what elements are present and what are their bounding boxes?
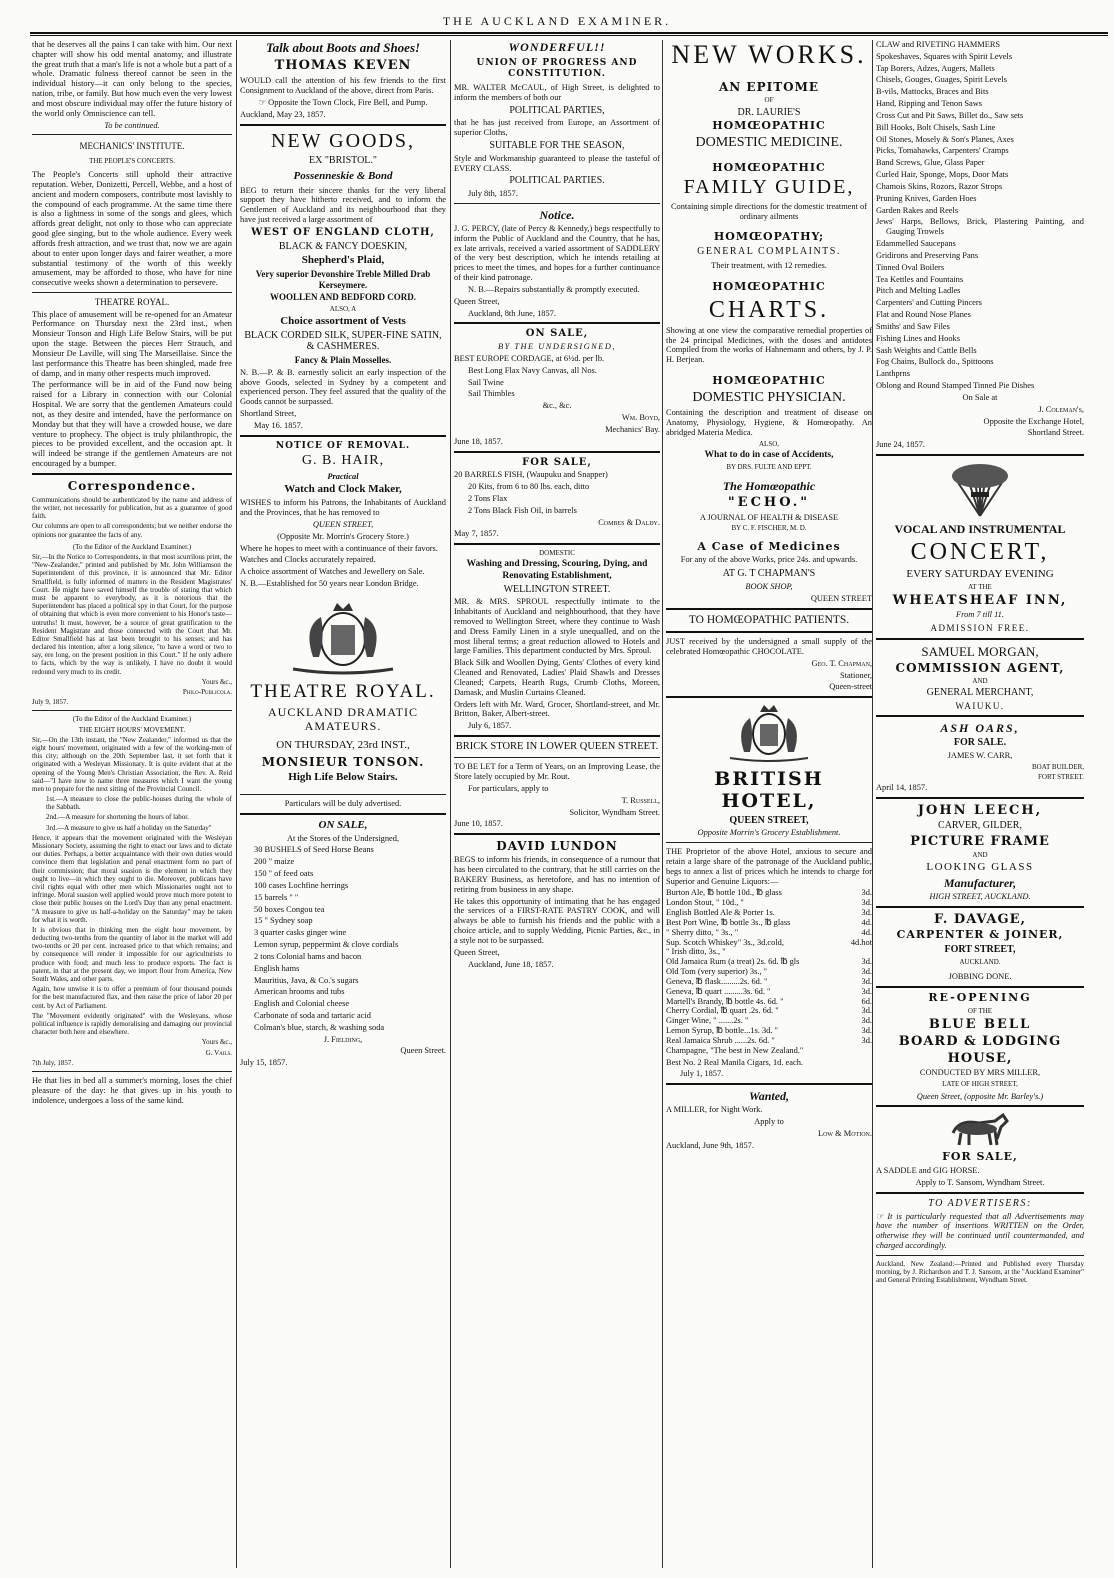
sale-item: 15 barrels " ": [254, 892, 299, 902]
article-text: He that lies in bed all a summer's morning, loses the chief pleasure of the day: he that gives up in his youth to indolence, undergoes a loss of the same kind.: [32, 1075, 232, 1105]
letter-item: 1st.—A measure to close the public-houses during the whole of the Sabbath.: [46, 795, 232, 812]
printer-imprint: Auckland, New Zealand:—Printed and Published every Thursday morning, by J. Richardson and T. J. Sansom, at the "Auckland Examiner" and General Printing Establishment, Wyndham Street.: [876, 1259, 1084, 1285]
hardware-item: Fishing Lines and Hooks: [876, 333, 960, 343]
ad-heading: F. DAVAGE,: [933, 912, 1027, 928]
ad-line: 2 Tons Black Fish Oil, in barrels: [468, 505, 577, 515]
ad-text: Orders left with Mr. Ward, Grocer, Shortland-street, and Mr. Britton, Baker, Albert-street.: [454, 699, 660, 719]
hardware-item: Tinned Oval Boilers: [876, 262, 945, 272]
horse-icon: [945, 1111, 1015, 1147]
ad-line: Best Long Flax Navy Canvas, all Nos.: [468, 365, 597, 375]
column-divider: [450, 40, 451, 1568]
ad-heading: TO HOMŒOPATHIC PATIENTS.: [688, 613, 850, 626]
ad-text: 20 BARRELS FISH, (Waupuku and Snapper): [454, 470, 608, 480]
ad-heading: Notice.: [539, 207, 575, 222]
ad-line: HOMŒOPATHIC: [712, 160, 826, 174]
ad-line: Practical: [327, 471, 359, 481]
ad-line: AND: [972, 851, 988, 860]
ad-line: COMMISSION AGENT,: [895, 660, 1065, 675]
ad-heading: BRITISH HOTEL,: [714, 768, 824, 813]
price-row: Cherry Cordial, ℔ quart .2s. 6d. " 3d.: [666, 1006, 872, 1016]
ad-line: AND: [972, 676, 988, 685]
sale-item: Mauritius, Java, & Co.'s sugars: [254, 975, 359, 985]
column-divider: [872, 40, 873, 1568]
price-row: Geneva, ℔ flask.........2s. 6d. " 3d.: [666, 976, 872, 986]
ad-line: CARPENTER & JOINER,: [896, 928, 1064, 942]
ad-line: &c., &c.: [542, 401, 572, 411]
ad-line: OF: [764, 96, 774, 105]
column-divider: [236, 40, 237, 1568]
hardware-item: Picks, Tomahawks, Carpenters' Cramps: [876, 146, 1009, 156]
ad-text: Watches and Clocks accurately repaired.: [240, 555, 376, 565]
ad-heading: ON SALE,: [525, 328, 589, 340]
ad-date: Auckland, June 18, 1857.: [468, 959, 554, 969]
ad-line: Manufacturer,: [943, 876, 1017, 891]
ad-line: Queen Street, (opposite Mr. Barley's.): [916, 1091, 1044, 1101]
ad-name: J. Fielding,: [323, 1034, 363, 1044]
ad-text: For particulars, apply to: [468, 784, 549, 793]
ad-sub: EX "BRISTOL.": [309, 155, 377, 167]
ad-line: WELLINGTON STREET.: [503, 583, 611, 595]
royal-coat-of-arms-icon: [273, 597, 413, 677]
price-row: Lemon Syrup, ℔ bottle...1s. 3d. " 3d.: [666, 1026, 872, 1036]
ad-text: Apply to T. Sansom, Wyndham Street.: [915, 1178, 1045, 1188]
ad-line: ALSO,: [758, 439, 780, 448]
ad-line: Choice assortment of Vests: [280, 314, 406, 327]
ad-heading: ASH OARS,: [940, 721, 1020, 736]
ad-line: The Homœopathic: [722, 479, 816, 494]
column-2: [240, 40, 446, 1568]
sale-item: Colman's blue, starch, & washing soda: [254, 1022, 385, 1032]
ad-sub: AUCKLAND DRAMATIC AMATEURS.: [267, 705, 418, 734]
ad-title: Solicitor, Wyndham Street.: [569, 807, 660, 817]
ad-line: POLITICAL PARTIES,: [509, 104, 605, 116]
sale-item: 150 " of feed oats: [254, 869, 314, 879]
hardware-item: Oil Stones, Mosely & Son's Planes, Axes: [876, 134, 1014, 144]
ad-line: QUEEN STREET,: [312, 519, 374, 529]
hardware-item: Jews' Harps, Bellows, Brick, Plastering Painting, and Gauging Trowels: [876, 217, 1084, 237]
hardware-item: Pruning Knives, Garden Hoes: [876, 193, 977, 203]
ad-line: "ECHO.": [727, 495, 811, 511]
ad-line: EVERY SATURDAY EVENING: [906, 568, 1054, 581]
price-row: Ginger Wine, " .......2s. " 3d.: [666, 1016, 872, 1026]
ad-date: July 15, 1857.: [240, 1058, 288, 1068]
ad-line: CONDUCTED BY MRS MILLER,: [919, 1068, 1041, 1078]
letter-item: 2nd.—A measure for shortening the hours of labor.: [46, 813, 189, 822]
ad-text: that he has just received from Europe, an Assortment of superior Cloths,: [454, 118, 660, 138]
column-1: [32, 40, 232, 1568]
ad-name: THOMAS KEVEN: [274, 58, 412, 74]
ad-location: Queen Street.: [400, 1046, 446, 1056]
ad-text: Apply to: [754, 1117, 784, 1127]
ad-line: BY DRS. FULTE AND EPPT.: [726, 463, 812, 472]
ad-line: Sail Thimbles: [468, 389, 515, 399]
ad-line: GENERAL COMPLAINTS.: [697, 246, 841, 258]
ad-line: A JOURNAL OF HEALTH & DISEASE: [699, 512, 839, 522]
hardware-item: Garden Rakes and Reels: [876, 205, 959, 215]
hardware-item: Cross Cut and Pit Saws, Billet do., Saw sets: [876, 110, 1024, 120]
ad-sub: DOMESTIC: [539, 549, 575, 558]
ad-line: DOMESTIC MEDICINE.: [695, 135, 843, 151]
column-divider: [662, 40, 663, 1568]
sale-item: 50 boxes Congou tea: [254, 904, 325, 914]
price-row: Best Port Wine, ℔ bottle 3s., ℔ glass 4d.: [666, 917, 872, 927]
ad-line: BY C. F. FISCHER, M. D.: [731, 524, 807, 533]
ad-text: MR. WALTER McCAUL, of High Street, is delighted to inform the members of both our: [454, 83, 660, 102]
hardware-item: Band Screws, Glue, Glass Paper: [876, 158, 985, 168]
sale-item: English hams: [254, 963, 300, 973]
hardware-item: Oblong and Round Stamped Tinned Pie Dishes: [876, 381, 1035, 391]
ad-date: April 14, 1857.: [876, 783, 928, 793]
ad-line: 20 Kits, from 6 to 80 lbs. each, ditto: [468, 482, 590, 492]
ad-line: BLACK CORDED SILK, SUPER-FINE SATIN, & CASHMERES.: [244, 329, 442, 353]
ad-line: POLITICAL PARTIES.: [509, 175, 605, 187]
ad-line: AT G. T CHAPMAN'S: [722, 568, 816, 580]
section-heading: MECHANICS' INSTITUTE.: [79, 141, 185, 152]
ad-line: Watch and Clock Maker,: [284, 483, 402, 496]
price-row: English Bottled Ale & Porter 1s. 3d.: [666, 908, 872, 918]
price-row: " Sherry ditto, " 3s., " 4d.: [666, 927, 872, 937]
ad-name: Combes & Daldy.: [598, 517, 660, 527]
ad-heading: NEW GOODS,: [270, 129, 416, 152]
article-text: This place of amusement will be re-opened for an Amateur Performance on Thursday next the 23rd inst., when Monsieur Tonson and High Life Below Stairs, will be put upon the stage. Between the pieces Herr Strauch, and Monsieur De Laville, will sing The Marseillaise. Since the last performance this Theatre has been shingled, made free of damp, and in many other respects much improved.: [32, 309, 232, 378]
ad-line: Shepherd's Plaid,: [301, 254, 385, 267]
ad-line: ALSO, A: [329, 304, 357, 313]
ad-line: Fancy & Plain Mosselles.: [294, 355, 392, 366]
royal-coat-of-arms-icon: [714, 702, 824, 764]
ad-text: A choice assortment of Watches and Jewellery on Sale.: [240, 567, 425, 577]
ad-text: THE Proprietor of the above Hotel, anxious to secure and retain a large share of the patronage of the Auckland public, begs to annex a list of prices which he intends to charge for Superior and Genuine Liquors:—: [666, 847, 872, 886]
ad-title: Stationer,: [840, 670, 872, 680]
ad-line: CHARTS.: [708, 296, 830, 323]
ad-text: WOULD call the attention of his few friends to the first Consignment to Auckland of the above, direct from Paris.: [240, 76, 446, 96]
ad-title: FORT STREET.: [1038, 773, 1084, 782]
ad-text: For any of the above Works, price 24s. and upwards.: [680, 555, 858, 565]
ad-line: HOMŒOPATHIC: [712, 279, 826, 293]
hardware-item: Edammelled Saucepans: [876, 239, 956, 249]
ad-line: WOOLLEN AND BEDFORD CORD.: [269, 292, 416, 303]
ad-date: Auckland, June 9th, 1857.: [666, 1140, 754, 1150]
hardware-item: B-vils, Mattocks, Braces and Bits: [876, 87, 989, 97]
ad-name: JAMES W. CARR,: [947, 751, 1013, 761]
ad-line: JOBBING DONE.: [948, 972, 1012, 981]
ad-line: Best No. 2 Real Manila Cigars, 1d. each.: [666, 1057, 803, 1067]
ad-line: WHEATSHEAF INN,: [892, 593, 1068, 609]
ad-heading: VOCAL AND INSTRUMENTAL: [894, 521, 1066, 536]
ad-line: WEST OF ENGLAND CLOTH,: [251, 226, 435, 238]
ad-name: T. Russell,: [621, 795, 660, 805]
letter-item: 3rd.—A measure to give us half a holiday on the Saturday": [46, 823, 212, 832]
price-row: London Stout, " 10d., " 3d.: [666, 898, 872, 908]
hardware-item: Smiths' and Saw Files: [876, 321, 950, 331]
ad-text: Containing the description and treatment of disease on Anatomy, Physiology, Hygiene, & Homœopathy. An abridged Materia Medica.: [666, 408, 872, 437]
letter-text: Again, how unwise it is to offer a premium of four thousand pounds for the best manufactured flax, and then raise the price of labor 20 per cent. by Act of Parliament.: [32, 985, 232, 1010]
letter-date: 7th July, 1857.: [32, 1058, 74, 1067]
price-row: Sup. Scotch Whiskey" 3s., 3d.cold, 4d.hot: [666, 937, 872, 947]
ad-text: N. B.—P. & B. earnestly solicit an early inspection of the above Goods, selected in Sydney by a competent and experienced person. They feel assured that the quality of the Goods cannot be surpassed.: [240, 367, 446, 407]
ad-firm: Possenneskie & Bond: [293, 169, 393, 182]
ad-line: PICTURE FRAME: [910, 833, 1050, 849]
ad-line: Opposite Morrin's Grocery Establishment.: [697, 828, 841, 838]
hardware-item: Fog Chains, Bullock do., Spittoons: [876, 357, 994, 367]
ad-line: Sail Twine: [468, 377, 504, 387]
hardware-item: Lanthprns: [876, 369, 910, 379]
ad-line: ADMISSION FREE.: [930, 623, 1030, 634]
notice-text: Communications should be authenticated by the name and address of the writer, not necessarily for publication, but as a guarantee of good faith.: [32, 495, 232, 521]
ad-heading: Wanted,: [748, 1089, 790, 1104]
ad-heading: DAVID LUNDON: [496, 839, 618, 854]
ad-line: LATE OF HIGH STREET,: [942, 1080, 1018, 1089]
letter-text: It is obvious that in thinking men the eight hour movement, by deducting two-tenths from the quantity of labor in the market will add two-tenths or 20 per cent. increased price to that which remains; and by consequence will render it impossible for our agriculturists to produce with food; and much less to produce exports. The fact is patent, in that at the present day, we import flour from America, New South Wales, and other parts.: [32, 925, 232, 984]
ad-text: ☞ It is particularly requested that all Advertisements may have the number of insertions WRITTEN on the Order, otherwise they will be continued until countermanded, and charged accordingly.: [876, 1211, 1084, 1251]
sale-item: Carbonate of soda and tartaric acid: [254, 1011, 371, 1020]
price-row: Real Jamaica Shrub ......2s. 6d. " 3d.: [666, 1035, 872, 1045]
ad-line: FOR SALE.: [953, 737, 1007, 749]
hardware-item: Sash Weights and Cattle Bells: [876, 345, 977, 355]
ad-heading: SAMUEL MORGAN,: [921, 643, 1039, 659]
ad-date: May 7, 1857.: [454, 529, 499, 539]
hardware-item: CLAW and RIVETING HAMMERS: [876, 40, 1001, 49]
ad-line: LOOKING GLASS: [926, 861, 1034, 874]
ad-heading: RE-OPENING: [928, 990, 1032, 1004]
ad-text: Style and Workmanship guaranteed to please the tasteful of EVERY CLASS.: [454, 153, 660, 173]
ad-location: Shortland Street,: [240, 409, 297, 418]
hardware-item: Hand, Ripping and Tenon Saws: [876, 99, 983, 109]
ad-sub: BY THE UNDERSIGNED,: [497, 342, 617, 352]
sale-item: 2 tons Colonial hams and bacon: [254, 951, 362, 961]
ad-date: Auckland, May 23, 1857.: [240, 109, 326, 119]
ad-heading: THEATRE ROYAL.: [250, 680, 436, 702]
ad-line: QUEEN STREET: [810, 593, 872, 603]
letter-heading: THE EIGHT HOURS' MOVEMENT.: [78, 725, 186, 734]
price-row: Burton Ale, ℔ bottle 10d., ℔ glass 3d.: [666, 888, 872, 898]
section-heading: THEATRE ROYAL.: [94, 297, 170, 308]
ad-line: A Case of Medicines: [697, 539, 841, 553]
ad-date: June 24, 1857.: [876, 440, 925, 450]
column-4: [666, 40, 872, 1568]
ad-line: Very superior Devonshire Treble Milled Drab Kerseymere.: [255, 269, 431, 290]
ad-heading: CONCERT,: [910, 539, 1050, 566]
hardware-item: Chisels, Gouges, Guages, Spirit Levels: [876, 75, 1007, 85]
ad-text: Particulars will be duly advertised.: [284, 798, 402, 808]
letter-signoff: Yours &c.,: [201, 1038, 232, 1047]
ad-text: BEST EUROPE CORDAGE, at 6½d. per lb.: [454, 353, 605, 363]
sale-item: American brooms and tubs: [254, 987, 345, 997]
ad-text: J. G. PERCY, (late of Percy & Kennedy,) begs respectfully to inform the Public of Auckland and the Country, that he has, ex late arrivals, received a varied assortment of SADDLERY of the very best description, which he intends retailing at prices to meet the times, and hopes for a further continuance of their kind patronage.: [454, 223, 660, 283]
ad-heading: TO ADVERTISERS:: [928, 1197, 1032, 1209]
ad-line: BOOK SHOP,: [745, 581, 793, 591]
ad-line: MONSIEUR TONSON.: [261, 755, 425, 769]
ad-name: Geo. T. Chapman,: [811, 658, 872, 668]
ad-date: July 6, 1857.: [468, 721, 512, 731]
masthead: THE AUCKLAND EXAMINER.: [442, 14, 672, 28]
letter-signature: Philo-Publicola.: [182, 688, 232, 697]
ad-heading: FOR SALE,: [522, 456, 592, 468]
ad-line: What to do in case of Accidents,: [704, 449, 834, 460]
ad-text: MR. & MRS. SPROUL respectfully intimate to the Inhabitants of Auckland and neighbourhood, that they have removed to Wellington Street, where they continue to Wash and Dress Family Linen in a style unequalled, and on the most liberal terms; a great reduction allowed to Hotels and large Families. This department conducted by Mrs. Sproul.: [454, 597, 660, 656]
sale-item: English and Colonial cheese: [254, 999, 350, 1009]
ad-date: May 16. 1857.: [254, 420, 303, 430]
price-row: " Irish ditto, 3s., ": [666, 947, 726, 957]
sale-item: 30 BUSHELS of Seed Horse Beans: [254, 845, 374, 855]
sub-heading: THE PEOPLE'S CONCERTS.: [89, 156, 175, 165]
ad-sub: At the Stores of the Undersigned,: [286, 833, 400, 843]
ad-line: (Opposite Mr. Morrin's Grocery Store.): [277, 531, 409, 541]
ad-line: OF THE: [967, 1006, 993, 1015]
ad-heading: Washing and Dressing, Scouring, Dying, and Renovating Establishment,: [466, 559, 648, 581]
notice-text: Our columns are open to all correspondents; but we neither endorse the opinions nor guarantee the facts of any.: [32, 522, 232, 539]
ad-text: On Sale at: [962, 392, 998, 402]
ad-heading: FOR SALE,: [942, 1150, 1018, 1164]
hardware-item: Tea Kettles and Fountains: [876, 274, 964, 284]
ad-line: HOMŒOPATHIC: [712, 119, 826, 133]
section-heading: Correspondence.: [67, 478, 197, 493]
to-be-continued: To be continued.: [104, 120, 160, 130]
ad-text: He takes this opportunity of intimating that he has engaged the services of a FIRST-RATE PASTRY COOK, and will always be able to furnish his friends and the public with a choice article, and to supply Wedding, Picnic Parties, &c., in a style not to be surpassed.: [454, 896, 660, 945]
article-text: that he deserves all the pains I can take with him. Our next chapter will show his odd mental anatomy, and illustrate the great truth that a man's life is not a whole but a part of a whole. Dramatic fulness thereof cannot be seen in the individual history—it can only belong to the species, nation, tribe, or family. But how much even the very lowest and most obscure individual may offer the future history of the world only Omniscience can tell.: [32, 40, 232, 118]
hardware-item: Curled Hair, Sponge, Mops, Door Mats: [876, 170, 1009, 180]
ad-text: JUST received by the undersigned a small supply of the celebrated Homœopathic CHOCOLATE.: [666, 637, 872, 656]
letter-text: Sir,—In the Notice to Correspondents, in that most scurrilous print, the "New-Zealander," printed and published by Mr. John Williamson the Superintendent of this province, it is announced that Mr. Editor Smallfield, is fully informed of matters in the Resident Magistrates' Court. He might have saved himself the trouble of stating that which must be apparent to everybody, as it is notorious that the Superintendent has placed a political spy in that Court, for the purpose of obtaining that which is even more convenient to his Honor's taste—untruths! It must, however, be a source of great gratification to the Resident Magistrate and those connected with the Court that Mr. Editor Smallfield has at last been brought to his senses; and has declared his intention, after a long silence, "to have a word or two to say, ere long, on the present position in this Court." If he only adhere to facts, which by the way is unlikely, I have no doubt it would redound very much to its credit.: [32, 553, 232, 676]
ad-line: From 7 till 11.: [956, 610, 1004, 620]
hardware-item: Carpenters' and Cutting Pincers: [876, 298, 982, 308]
ad-text: Containing simple directions for the domestic treatment of ordinary ailments: [670, 201, 868, 221]
letter-text: Sir,—On the 13th instant, the "New Zealander," informed us that the eight hours' movement, originated with a few of the working-men of this city; although on the 20th September last, it set forth that it originated with a Wesleyan Missionary. It is quite evident that at the opening of the Young Men's Christian Association, the Rev. A. Reid said—"I have now to name three measures which I want the young men to prepare for the next sitting of the Provincial Council.: [32, 735, 232, 793]
ad-date: Auckland, 8th June, 1857.: [468, 308, 556, 318]
ad-line: HOMŒOPATHIC: [712, 374, 826, 388]
pointing-hand-icon: ☞: [258, 98, 269, 108]
ad-line: GENERAL MERCHANT,: [926, 687, 1034, 699]
pointing-hand-icon: ☞: [876, 1211, 888, 1221]
masthead-rule-thin: [30, 35, 1108, 36]
ad-line: AUCKLAND.: [959, 957, 1001, 966]
ad-date: June 10, 1857.: [454, 819, 503, 829]
ad-heading: BRICK STORE IN LOWER QUEEN STREET.: [455, 741, 659, 753]
ad-line: HIGH STREET, AUCKLAND.: [929, 892, 1031, 902]
ad-line: BLUE BELL: [928, 1016, 1032, 1032]
wheatsheaf-icon: [935, 460, 1025, 518]
ad-location: Opposite the Exchange Hotel,: [983, 416, 1084, 426]
ad-text: A MILLER, for Night Work.: [666, 1105, 763, 1115]
ad-line: AN EPITOME: [718, 80, 820, 95]
ad-text: A SADDLE and GIG HORSE.: [876, 1166, 980, 1176]
ad-text: N. B.—Established for 50 years near London Bridge.: [240, 579, 419, 589]
ad-name: Wm. Boyd,: [621, 413, 660, 423]
price-row: Martell's Brandy, ℔ bottle 4s. 6d. " 6d.: [666, 996, 872, 1006]
hardware-item: Pitch and Melting Ladles: [876, 286, 961, 296]
ad-sub: UNION OF PROGRESS AND CONSTITUTION.: [476, 58, 638, 79]
price-row: Geneva, ℔ quart .........3s. 6d. " 3d.: [666, 986, 872, 996]
ad-line: DR. LAURIE'S: [737, 106, 801, 118]
price-row: Old Jamaica Rum (a treat) 2s. 6d. ℔ gls 3d.: [666, 957, 872, 967]
ad-location: Queen Street,: [454, 296, 500, 306]
ad-line: WAIUKU.: [955, 700, 1005, 711]
ad-name: G. B. HAIR,: [301, 453, 385, 469]
ad-text: BEG to return their sincere thanks for the very liberal support they have hitherto received, and to inform the Gentlemen of Auckland and its neighbourhood that they have just received a large assortment of: [240, 185, 446, 225]
ad-line: High Life Below Stairs.: [288, 771, 398, 784]
ad-text: Black Silk and Woollen Dying, Gents' Clothes of every kind Cleaned and Renovated, Ladies' Plaid Shawls and Dresses Cleaned; Carpets, Hearth Rugs, Crumb Cloths, Moreen, Damask, and Muslin Curtains Cleaned.: [454, 658, 660, 697]
ad-line: QUEEN STREET,: [729, 814, 809, 826]
letter-signoff: Yours &c.,: [201, 677, 232, 686]
hardware-item: Flat and Round Nose Planes: [876, 310, 971, 320]
ad-line: HOUSE,: [947, 1051, 1013, 1067]
ad-line: FORT STREET,: [944, 944, 1016, 956]
ad-name: J. Coleman's,: [1038, 404, 1084, 414]
ad-date: July 8th, 1857.: [468, 189, 518, 199]
column-5: [876, 40, 1084, 1568]
column-3: [454, 40, 660, 1568]
letter-date: July 9, 1857.: [32, 698, 69, 707]
hardware-item: Gridirons and Preserving Pans: [876, 250, 979, 260]
ad-location: Shortland Street.: [1027, 428, 1084, 438]
letter-signature: G. Vails.: [205, 1048, 232, 1057]
letter-text: The "Movement evidently originated" with the Wesleyans, whose political influence is rapidly demoralising and damaging our provincial character both here and elsewhere.: [32, 1011, 232, 1037]
ad-date: July 1, 1857.: [680, 1069, 724, 1079]
ad-text: TO BE LET for a Term of Years, on an Improving Lease, the Store lately occupied by Mr. Rout.: [454, 762, 660, 782]
ad-location: Queen Street,: [454, 947, 500, 957]
ad-location: Mechanics' Bay.: [605, 424, 660, 434]
ad-text: BEGS to inform his friends, in consequence of a rumour that has been circulated to the contrary, that he still carries on the BAKERY Business, as heretofore, and has no intention of retiring from business in any shape.: [454, 855, 660, 894]
ad-text: Their treatment, with 12 remedies.: [711, 261, 827, 270]
article-text: The People's Concerts still uphold their attractive reputation. Weber, Donizetti, Percell, Webbe, and a host of ancient and modern composers, contribute most lavishly to the compound of each programme. At the same time there is also a lightness in some of the songs and glees, which affords great delight, not only to those who can appreciate good glee singing, but to the whole audience. Every week affords fresh attraction, and we trust that, now we are again about to enter upon longer days and fairer weather, a more substantial testimony of the worth of this weekly amusement, may be afforded to those, who have for nine consecutive weeks shown a determination to persevere.: [32, 170, 232, 288]
hardware-item: Spokeshaves, Squares with Spirit Levels: [876, 51, 1013, 61]
ad-text: Showing at one view the comparative remedial properties of the 24 principal Medicines, with the doses and antidotes Compiled from the works of Hahnemann and others, by J. P. H. Berjean.: [666, 325, 872, 365]
ad-text: WISHES to inform his Patrons, the Inhabitants of Auckland and the Provinces, that he has removed to: [240, 498, 446, 518]
hardware-item: Tap Borers, Adzes, Augers, Mallets: [876, 63, 995, 73]
ad-line: FAMILY GUIDE,: [683, 176, 855, 199]
sale-item: 3 quarter casks ginger wine: [254, 928, 347, 938]
ad-heading: NEW WORKS.: [671, 40, 867, 69]
ad-title: Queen-street: [829, 682, 872, 692]
ad-heading: Talk about Boots and Shoes!: [265, 40, 421, 55]
ad-text: N. B.—Repairs substantially & promptly executed.: [468, 284, 640, 294]
ad-line: SUITABLE FOR THE SEASON,: [489, 140, 625, 152]
ad-heading: JOHN LEECH,: [917, 803, 1043, 819]
letter-address: (To the Editor of the Auckland Examiner.): [72, 542, 192, 551]
article-text: The performance will be in aid of the Fund now being raised for a Library in connection with our Colonial Hospital. We are sorry that the gentlemen Amateurs could not, as they desire and intended, have the performance on Monday but that they will have a crowded house, we dare venture to prophecy. The object is truly philanthropic, the pieces to be provided excellent, and the occasion apt. It will indeed be strange if the gentlemen Amateurs are not encouraged by a bumper.: [32, 380, 232, 469]
sale-item: 15 " Sydney soap: [254, 916, 313, 926]
hardware-item: Bill Hooks, Bolt Chisels, Sash Line: [876, 122, 996, 132]
sale-item: 200 " maize: [254, 857, 295, 867]
ad-line: HOMŒOPATHY;: [713, 230, 825, 244]
ad-heading: NOTICE OF REMOVAL.: [275, 440, 411, 451]
sale-item: Lemon syrup, peppermint & clove cordials: [254, 940, 399, 950]
ad-line: BOARD & LODGING: [898, 1034, 1062, 1050]
letter-address: (To the Editor of the Auckland Examiner.): [72, 715, 192, 724]
letter-text: Hence, it appears that the movement originated with the Wesleyan Missionary Society, assuming the right to enact our laws and to dictate our duties. Perhaps, a better acquaintance with their own duties would convince them that legislation and penal enactment form no part of their commission; that moral suasion is the element in which they ought to live—in which they ought to die. Moreover, publicans have civil rights equal with other men which Missionaries ought not to infringe. Moral suasion well applied would prove much more potent to close their public houses on the Lord's Day than any penal enactment. "A measure to give us half-a-holiday on the Saturday" may be taken for what it is worth.: [32, 833, 232, 924]
ad-name: Low & Motion.: [817, 1128, 872, 1138]
ad-heading: WONDERFUL!!: [508, 40, 606, 54]
ad-line: DOMESTIC PHYSICIAN.: [692, 389, 846, 405]
ad-line: CARVER, GILDER,: [938, 820, 1022, 832]
ad-line: Champagne, "The best in New Zealand.": [666, 1045, 804, 1055]
ad-text: ☞ Opposite the Town Clock, Fire Bell, and Pump.: [258, 98, 428, 108]
ad-line: AT THE: [968, 582, 992, 591]
ad-heading: ON SALE,: [318, 818, 368, 831]
ad-line: 2 Tons Flax: [468, 493, 508, 503]
ad-line: BLACK & FANCY DOESKIN,: [278, 240, 408, 252]
price-row: Old Tom (very superior) 3s., " 3d.: [666, 967, 872, 977]
hardware-item: Chamois Skins, Rozors, Razor Strops: [876, 181, 1003, 191]
sale-item: 100 cases Lochfine herrings: [254, 880, 349, 890]
masthead-rule: [30, 32, 1108, 34]
ad-date: June 18, 1857.: [454, 436, 503, 446]
ad-title: BOAT BUILDER,: [1032, 762, 1084, 771]
ad-text: Where he hopes to meet with a continuance of their favors.: [240, 543, 438, 553]
ad-line: ON THURSDAY, 23rd INST.,: [276, 739, 410, 752]
